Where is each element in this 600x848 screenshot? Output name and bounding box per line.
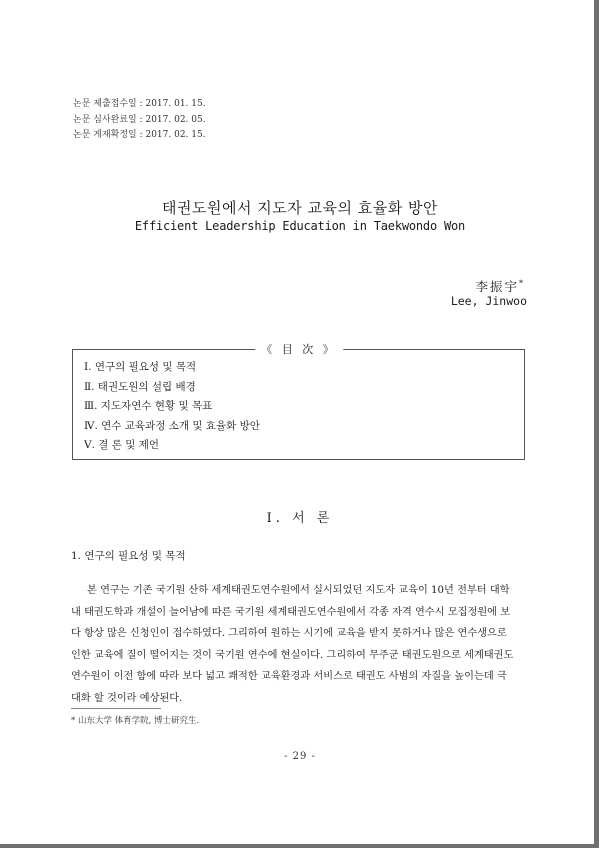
toc-item: Ⅳ. 연수 교육과정 소개 및 효율화 방안 (84, 419, 260, 432)
section-heading: Ⅰ. 서 론 (266, 511, 334, 526)
paper-title-english: Efficient Leadership Education in Taekwondo Won (134, 219, 466, 233)
date-accepted: 논문 게재확정일 : 2017. 02. 15. (73, 130, 206, 140)
body-line: 대화 할 것이라 예상된다. (71, 692, 183, 704)
body-line: 다 항상 많은 신청인이 접수하였다. 그리하여 원하는 시기에 교육을 받지 못하거나 많은 연수생으로 (71, 628, 507, 640)
toc-item: Ⅲ. 지도자연수 현황 및 목표 (84, 400, 213, 412)
body-paragraph (71, 580, 531, 710)
date-reviewed: 논문 심사완료일 : 2017. 02. 05. (73, 114, 206, 125)
footnote-divider (71, 708, 161, 709)
toc-item: Ⅴ. 결 론 및 제언 (84, 439, 159, 451)
author-hanja-text: 李振宇 (475, 279, 519, 294)
author-footnote-mark: * (519, 278, 523, 288)
submission-dates (73, 97, 206, 144)
author-name-english: Lee, Jinwoo (450, 294, 527, 308)
body-line: 인한 교육에 질이 떨어지는 것이 국기원 연수에 현실이다. 그리하여 무주군 태권도원으로 세계태권도 (71, 649, 514, 661)
page-number: - 29 - (284, 751, 316, 762)
toc-item: Ⅱ. 태권도원의 설립 배경 (84, 380, 196, 393)
footnote: * 山东大学 体育学院, 博士研究生. (71, 716, 200, 726)
subsection-heading: 1. 연구의 필요성 및 목적 (71, 550, 186, 562)
toc-list (84, 358, 260, 456)
body-line: 내 태권도학과 개설이 늘어남에 따른 국기원 세계태권도연수원에서 각종 자격 연수시 모집정원에 보 (71, 606, 511, 618)
author-name-hanja (475, 277, 523, 295)
toc-title: 《 目 次 》 (255, 341, 343, 357)
body-line: 본 연구는 기존 국기원 산하 세계태권도연수원에서 실시되었던 지도자 교육이 10년 전부터 대학 (87, 585, 510, 596)
body-line: 연수원이 이전 함에 따라 보다 넓고 쾌적한 교육환경과 서비스로 태권도 사범의 자질을 높이는데 극 (71, 671, 507, 683)
paper-title-korean: 태권도원에서 지도자 교육의 효율화 방안 (162, 199, 438, 217)
date-submitted: 논문 제출접수일 : 2017. 01. 15. (73, 99, 206, 109)
toc-item: Ⅰ. 연구의 필요성 및 목적 (84, 361, 197, 373)
